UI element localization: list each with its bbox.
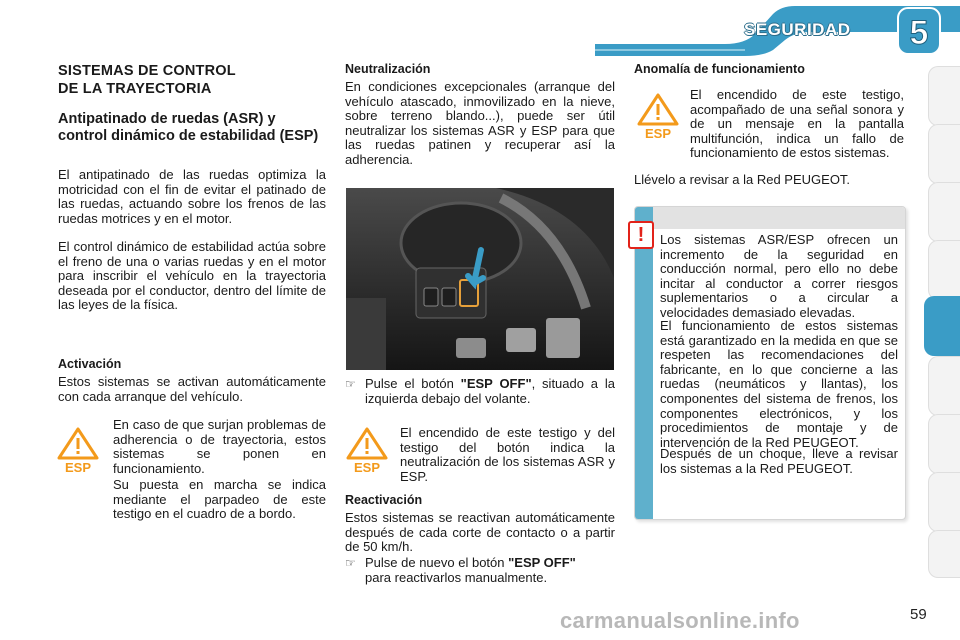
note-paragraph-2: El funcionamiento de estos sistemas está garantizado en la medida en que se respeten las recomendaciones del fabricante, en lo que concierne a las ruedas (neumáticos y llantas), los componentes del sistema de frenos, los componentes electrónicos, y los procedimientos de montaje y de intervención de la Red PEUGEOT. xyxy=(660,318,898,450)
side-tab-active[interactable] xyxy=(924,296,960,356)
svg-text:ESP: ESP xyxy=(644,126,672,140)
esp-paragraph: El control dinámico de estabilidad actúa sobre el freno de una o varias ruedas y en el motor para inscribir el vehículo en la trayectoria deseada por el conductor, dentro del límite de las leyes de la física. xyxy=(58,239,326,313)
note-paragraph-1: Los sistemas ASR/ESP ofrecen un incremento de la seguridad en conducción normal, pero ello no debe incitar al conductor a correr riesgos suplementarios o a circular a velocidades demasiado elevadas. xyxy=(660,232,898,320)
esp-warning-icon xyxy=(56,426,100,474)
svg-text:ESP: ESP xyxy=(353,460,381,474)
side-tab[interactable] xyxy=(928,240,960,300)
reactivation-heading: Reactivación xyxy=(345,493,423,507)
svg-text:ESP: ESP xyxy=(64,460,92,474)
side-tab[interactable] xyxy=(928,414,960,474)
activation-text: Estos sistemas se activan automáticamente con cada arranque del vehículo. xyxy=(58,374,326,404)
bullet-arrow-icon: ☞ xyxy=(345,377,356,391)
side-tab[interactable] xyxy=(928,182,960,242)
note-paragraph-3: Después de un choque, lleve a revisar los sistemas a la Red PEUGEOT. xyxy=(660,446,898,476)
neutralization-indicator-text: El encendido de este testigo y del testigo del botón indica la neutralización de los sistemas ASR y ESP. xyxy=(400,425,615,484)
page-title: SISTEMAS DE CONTROL DE LA TRAYECTORIA xyxy=(58,63,236,97)
bullet-arrow-icon: ☞ xyxy=(345,556,356,570)
side-tab[interactable] xyxy=(928,124,960,184)
section-title: SEGURIDAD xyxy=(744,20,851,39)
activation-heading: Activación xyxy=(58,357,122,371)
neutralization-text: En condiciones excepcionales (arranque del vehículo atascado, inmovilizado en la nieve, sobre terreno blando...), puede ser útil neutralizar los sistemas ASR y ESP para que las ruedas patinen y recuperar así la adherencia. xyxy=(345,79,615,167)
side-tab[interactable] xyxy=(928,356,960,416)
side-tab[interactable] xyxy=(928,66,960,126)
note-side-stripe xyxy=(635,207,653,519)
neutralization-heading: Neutralización xyxy=(345,62,431,76)
page-number: 59 xyxy=(910,606,927,623)
warning-note-box xyxy=(634,206,906,520)
watermark: carmanualsonline.info xyxy=(560,608,800,633)
anomaly-text-2: Llévelo a revisar a la Red PEUGEOT. xyxy=(634,172,851,187)
esp-warning-icon xyxy=(345,426,389,474)
section-number: 5 xyxy=(909,14,929,52)
intro-paragraph: El antipatinado de las ruedas optimiza la motricidad con el fin de evitar el patinado de las ruedas, actuando sobre los frenos de las ruedas motrices y en el motor. xyxy=(58,167,326,226)
side-tab[interactable] xyxy=(928,530,960,578)
exclamation-warning-icon: ! xyxy=(628,221,654,249)
section-number-badge xyxy=(896,6,942,56)
anomaly-text: El encendido de este testigo, acompañado de una señal sonora y de un mensaje en la pantalla multifunción, indica un fallo de funcionamiento de estos sistemas. xyxy=(690,87,904,161)
reactivate-instruction: ☞ Pulse de nuevo el botón "ESP OFF" para reactivarlos manualmente. xyxy=(345,555,576,585)
section-subtitle: Antipatinado de ruedas (ASR) y control dinámico de estabilidad (ESP) xyxy=(58,111,319,144)
warning-text-2: Su puesta en marcha se indica mediante el parpadeo de este testigo en el cuadro de a bordo. xyxy=(113,477,326,522)
side-tab[interactable] xyxy=(928,472,960,532)
note-header-bar xyxy=(635,207,905,229)
esp-warning-icon xyxy=(636,92,680,140)
anomaly-heading: Anomalía de funcionamiento xyxy=(634,62,805,76)
reactivation-text: Estos sistemas se reactivan automáticamente después de cada corte de contacto o a partir de 50 km/h. xyxy=(345,510,615,555)
dashboard-photo xyxy=(346,188,614,370)
warning-text-1: En caso de que surjan problemas de adherencia o de trayectoria, estos sistemas se ponen en funcionamiento. xyxy=(113,417,326,476)
neutralize-instruction: ☞ Pulse el botón "ESP OFF", situado a la izquierda debajo del volante. xyxy=(345,376,615,406)
